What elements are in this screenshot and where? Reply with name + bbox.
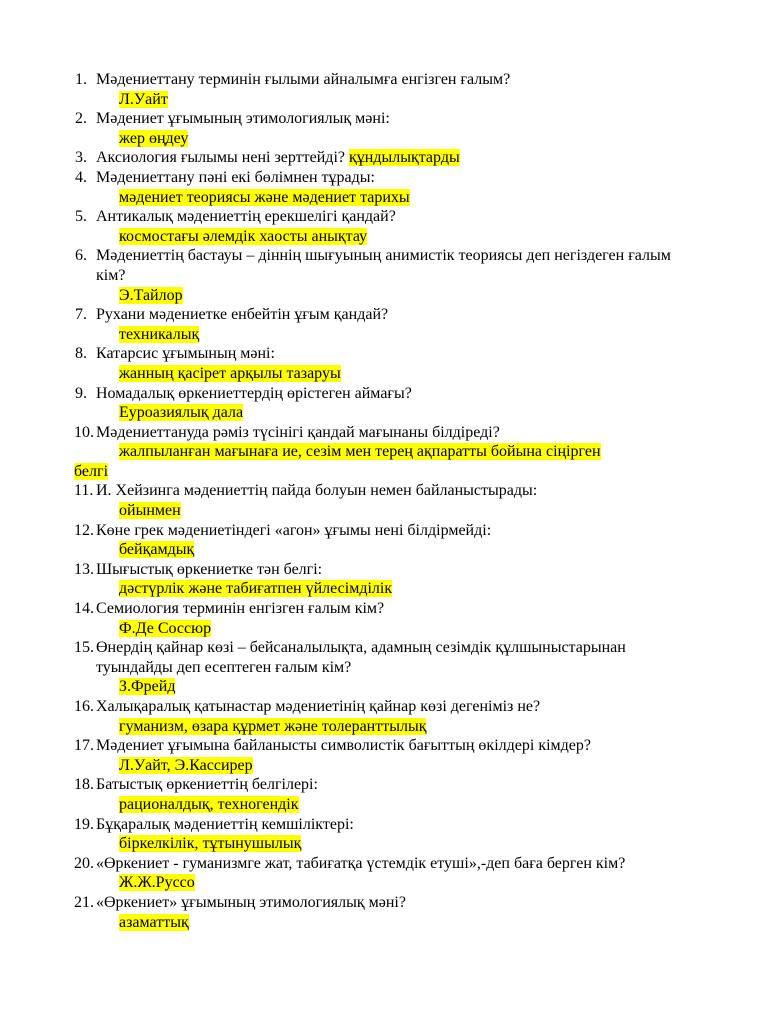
answer-text: жанның қасірет арқылы тазаруы [119,364,341,382]
question-item [0,481,768,520]
answer-line [0,717,768,737]
question-item [0,560,768,599]
answer-text: Л.Уайт [119,90,168,108]
question-number: 3. [75,149,87,167]
question-text-line [0,305,768,325]
question-text: «Өркениет» ұғымының этимологиялық мәні? [96,893,406,911]
answer-text: құндылықтарды [349,149,460,167]
question-item [0,697,768,736]
answer-text: дәстүрлік және табиғатпен үйлесімділік [119,580,393,598]
answer-text-continuation: белгі [74,462,109,480]
question-number: 2. [75,110,87,128]
answer-text: жалпыланған мағынаға ие, сезім мен терең ақпаратты бойына сіңірген [119,443,601,461]
question-text: Батыстық өркениеттің белгілері: [96,776,318,794]
question-number: 10. [74,423,94,441]
question-text-line [0,423,768,443]
question-number: 1. [75,71,87,88]
question-number: 19. [74,815,94,833]
answer-line [0,325,768,345]
question-text: И. Хейзинга мәдениеттің пайда болуын немен байланыстырады: [96,482,538,500]
question-text-line [0,384,768,404]
answer-text: Ж.Ж.Руссо [119,874,195,892]
answer-text: ойынмен [119,502,181,520]
answer-text: Ф.Де Соссюр [119,619,212,637]
answer-line [0,227,768,247]
question-text-line [0,481,768,501]
question-number: 8. [75,345,87,363]
answer-continuation-line [0,462,768,482]
answer-line [0,129,768,149]
question-number: 14. [74,600,94,618]
question-item [0,344,768,383]
question-text-line [0,560,768,580]
answer-line [0,442,768,462]
question-text: «Өркениет - гуманизмге жат, табиғатқа үстемдік етуші»,-деп баға берген кім? [96,854,626,872]
question-text-line [0,736,768,756]
question-text-line [0,521,768,541]
answer-line [0,364,768,384]
question-text-line [0,246,768,285]
question-item [0,815,768,854]
question-text: Мәдениеттің бастауы – діннің шығуының анимистік теориясы деп негіздеген ғалым кім? [96,247,671,284]
question-item [0,384,768,423]
question-text: Антикалық мәдениеттің ерекшелігі қандай? [96,208,396,226]
question-text: Халықаралық қатынастар мәдениетінің қайнар көзі дегеніміз не? [96,698,541,715]
question-text-line [0,893,768,913]
answer-line [0,677,768,697]
answer-text: гуманизм, өзара құрмет және толеранттылық [119,717,427,735]
question-text: Номадалық өркениеттердің өрістеген аймағы? [96,384,412,402]
question-item [0,736,768,775]
question-text-line [0,148,768,168]
question-item [0,893,768,932]
question-text: Мәдениеттану пәні екі бөлімнен тұрады: [96,168,375,186]
answer-line [0,403,768,423]
question-text: Семиология терминін енгізген ғалым кім? [96,600,385,618]
answer-text: З.Фрейд [119,678,176,696]
answer-line [0,501,768,521]
question-text: Катарсис ұғымының мәні: [96,345,275,363]
answer-line [0,90,768,110]
question-text-line [0,109,768,129]
question-item [0,168,768,207]
answer-text: космостағы әлемдік хаосты анықтау [119,227,368,245]
question-number: 17. [74,737,94,755]
answer-text: бейқамдық [119,541,195,559]
question-item [0,854,768,893]
question-number: 9. [75,384,87,402]
question-number: 11. [74,482,94,500]
question-number: 5. [75,208,87,226]
question-item [0,246,768,305]
question-number: 21. [74,893,94,911]
question-text-line [0,697,768,717]
answer-line [0,834,768,854]
question-item [0,207,768,246]
question-number: 6. [75,247,87,265]
answer-line [0,756,768,776]
question-text-line [0,70,768,90]
question-text-line [0,168,768,188]
answer-text: техникалық [119,325,200,343]
question-number: 15. [74,639,94,657]
question-text-line [0,344,768,364]
question-text: Өнердің қайнар көзі – бейсаналылықта, адамның сезімдік құлшыныстарынан туындайды деп есептеген ғалым кім? [96,639,626,676]
question-text-line [0,207,768,227]
question-item [0,109,768,148]
question-text-line [0,599,768,619]
question-number: 12. [74,521,94,539]
answer-line [0,795,768,815]
question-text: Мәдениет ұғымының этимологиялық мәні: [96,110,390,128]
question-text: Мәдениеттануда рәміз түсінігі қандай мағынаны білдіреді? [96,423,500,441]
question-text: Аксиология ғылымы нені зерттейді? [96,149,345,167]
question-text-line [0,638,768,677]
question-item [0,423,768,482]
question-item [0,521,768,560]
answer-line [0,619,768,639]
question-item [0,638,768,697]
answer-line [0,913,768,933]
answer-line [0,579,768,599]
answer-text: жер өңдеу [119,129,189,147]
question-text-line [0,775,768,795]
answer-line [0,540,768,560]
question-number: 4. [75,168,87,186]
question-text: Мәдениеттану терминін ғылыми айналымға енгізген ғалым? [96,71,511,88]
answer-line [0,286,768,306]
answer-text: Еуроазиялық дала [119,404,244,422]
question-text: Бұқаралық мәдениеттің кемшіліктері: [96,815,354,833]
question-number: 16. [74,698,94,715]
question-text: Шығыстық өркениетке тән белгі: [96,560,323,578]
question-text: Мәдениет ұғымына байланысты символистік бағыттың өкілдері кімдер? [96,737,591,755]
question-text-line [0,815,768,835]
question-item [0,148,768,168]
question-item [0,599,768,638]
question-text: Рухани мәдениетке енбейтін ұғым қандай? [96,306,389,324]
answer-text: Л.Уайт, Э.Кассирер [119,756,253,774]
answer-text: азаматтық [119,913,189,931]
answer-text: біркелкілік, тұтынушылық [119,835,302,853]
document-page [0,70,768,932]
answer-line [0,873,768,893]
answer-text: рационалдық, техногендік [119,795,299,813]
question-item [0,775,768,814]
question-text: Көне грек мәдениетіндегі «агон» ұғымы нені білдірмейді: [96,521,492,539]
answer-line [0,188,768,208]
question-item [0,305,768,344]
answer-text: мәдениет теориясы және мәдениет тарихы [119,188,410,206]
question-number: 18. [74,776,94,794]
question-text-line [0,854,768,874]
question-item [0,70,768,109]
answer-text: Э.Тайлор [119,286,183,304]
question-number: 7. [75,306,87,324]
question-number: 13. [74,560,94,578]
question-number: 20. [74,854,94,872]
